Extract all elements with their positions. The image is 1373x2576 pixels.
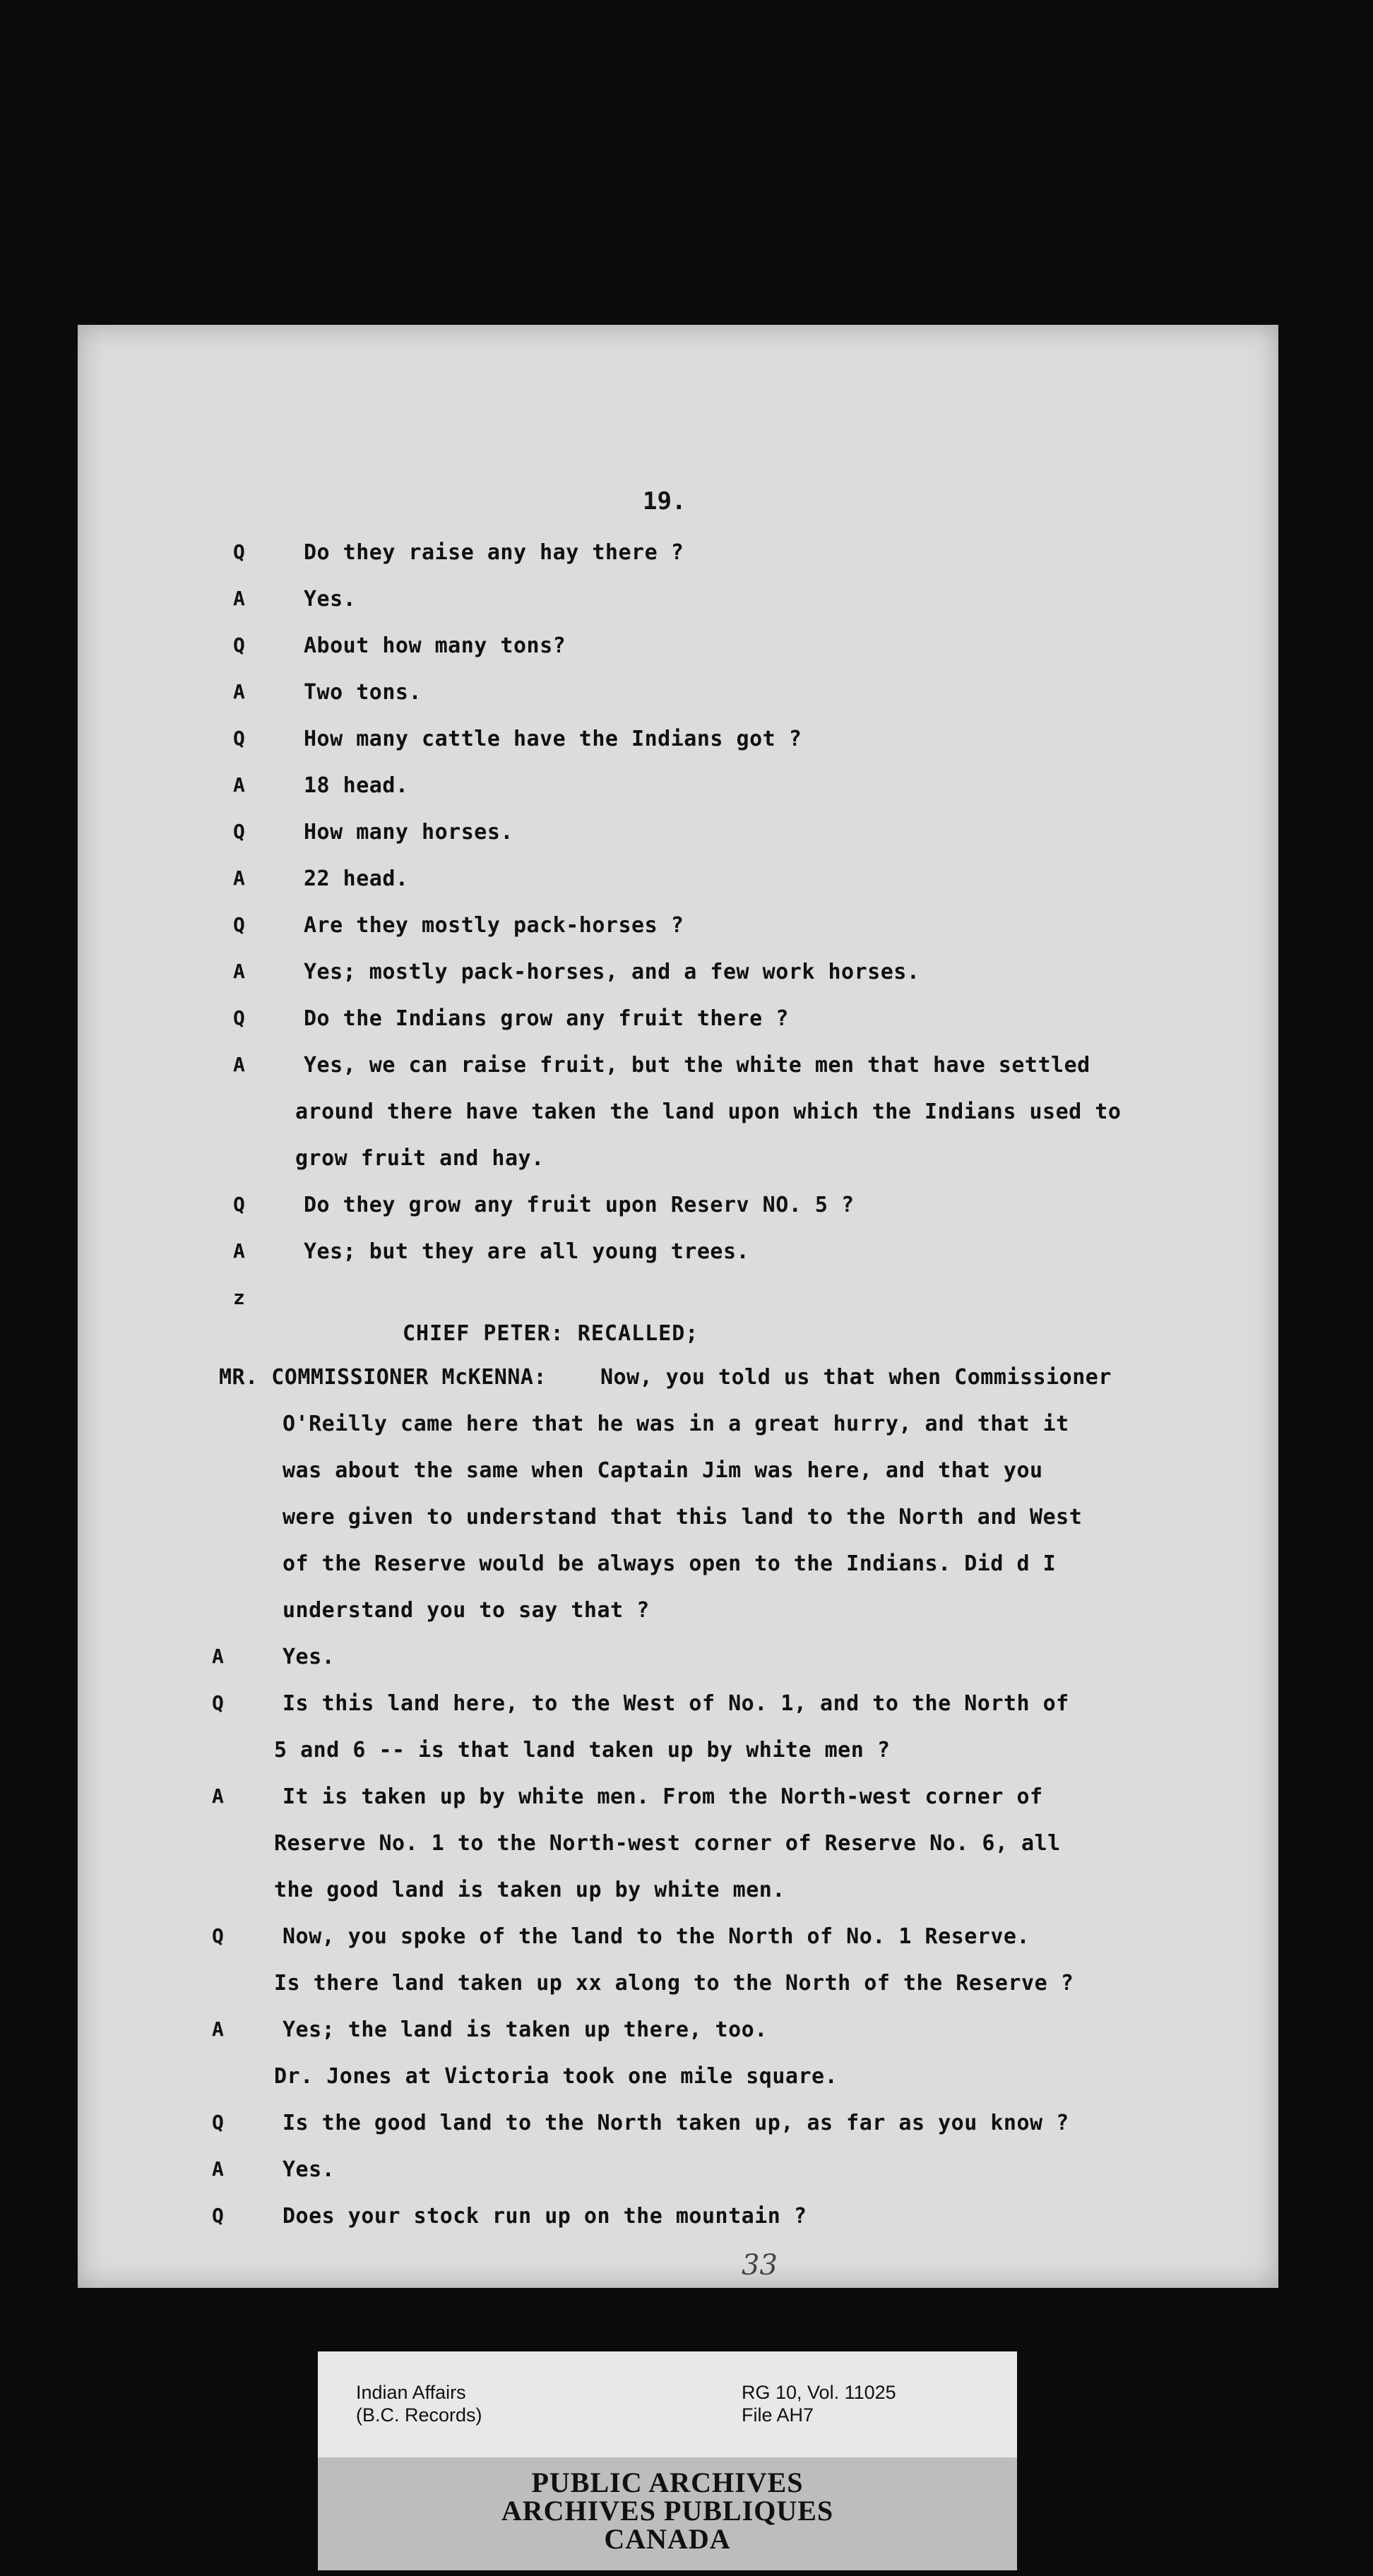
- speaker-label: Q: [233, 820, 245, 843]
- commissioner-line: was about the same when Captain Jim was here, and that you: [283, 1458, 1043, 1483]
- speaker-label: A: [212, 1784, 224, 1808]
- transcript-line: Two tons.: [304, 680, 422, 705]
- transcript-line: Yes.: [304, 587, 357, 612]
- speaker-label: A: [233, 1053, 245, 1076]
- transcript-line: 22 head.: [304, 866, 409, 891]
- public-archives-stamp: [318, 2457, 1017, 2570]
- speaker-label: Q: [233, 1006, 245, 1030]
- transcript-line: 18 head.: [304, 773, 409, 798]
- commissioner-line: of the Reserve would be always open to the Indians. Did d I: [283, 1551, 1057, 1576]
- archive-label-left-line1: Indian Affairs: [356, 2382, 466, 2403]
- archive-label-left-line2: (B.C. Records): [356, 2404, 482, 2426]
- speaker-label: Q: [233, 633, 245, 657]
- transcript-line: Yes.: [283, 1645, 335, 1669]
- speaker-label: Q: [233, 1193, 245, 1216]
- transcript-line: grow fruit and hay.: [295, 1146, 545, 1171]
- speaker-label: A: [212, 1645, 224, 1668]
- commissioner-line: O'Reilly came here that he was in a great hurry, and that it: [283, 1412, 1069, 1436]
- speaker-label: Q: [233, 727, 245, 750]
- transcript-line: the good land is taken up by white men.: [274, 1878, 785, 1902]
- speaker-label: A: [233, 587, 245, 610]
- handwritten-folio-number: 33: [742, 2249, 778, 2282]
- speaker-label: Q: [233, 913, 245, 936]
- transcript-line: Do they raise any hay there ?: [304, 540, 684, 565]
- speaker-label: Q: [212, 2204, 224, 2227]
- page-number: 19.: [643, 487, 686, 515]
- speaker-label: A: [233, 866, 245, 890]
- archive-label-right-line2: File AH7: [742, 2404, 814, 2426]
- transcript-line: around there have taken the land upon which the Indians used to: [295, 1099, 1122, 1124]
- section-heading: CHIEF PETER: RECALLED;: [403, 1321, 699, 1346]
- speaker-label: Q: [212, 1691, 224, 1715]
- transcript-line: Now, you spoke of the land to the North of No. 1 Reserve.: [283, 1924, 1030, 1949]
- transcript-line: About how many tons?: [304, 633, 566, 658]
- stamp-line3: CANADA: [604, 2523, 731, 2555]
- transcript-line: Are they mostly pack-horses ?: [304, 913, 684, 938]
- speaker-label: A: [212, 2157, 224, 2181]
- transcript-line: Yes; the land is taken up there, too.: [283, 2017, 768, 2042]
- transcript-line: 5 and 6 -- is that land taken up by white men ?: [274, 1738, 891, 1763]
- archive-label-right-line1: RG 10, Vol. 11025: [742, 2382, 896, 2403]
- transcript-line: How many cattle have the Indians got ?: [304, 727, 802, 751]
- speaker-label: Q: [233, 540, 245, 564]
- section-marker: z: [233, 1286, 245, 1309]
- transcript-line: Do the Indians grow any fruit there ?: [304, 1006, 789, 1031]
- transcript-line: It is taken up by white men. From the North-west corner of: [283, 1784, 1043, 1809]
- speaker-label: A: [233, 960, 245, 983]
- speaker-label: A: [233, 1239, 245, 1263]
- transcript-line: Is the good land to the North taken up, as far as you know ?: [283, 2111, 1069, 2135]
- commissioner-label: MR. COMMISSIONER McKENNA:: [219, 1365, 547, 1390]
- transcript-line: Reserve No. 1 to the North-west corner of Reserve No. 6, all: [274, 1831, 1061, 1856]
- speaker-label: A: [212, 2017, 224, 2041]
- speaker-label: Q: [212, 1924, 224, 1948]
- commissioner-line: understand you to say that ?: [283, 1598, 650, 1623]
- stamp-line1: PUBLIC ARCHIVES: [531, 2467, 804, 2498]
- transcript-line: Is there land taken up xx along to the North of the Reserve ?: [274, 1971, 1074, 1996]
- transcript-line: Is this land here, to the West of No. 1, and to the North of: [283, 1691, 1069, 1716]
- transcript-line: Yes; but they are all young trees.: [304, 1239, 750, 1264]
- transcript-line: Dr. Jones at Victoria took one mile square.: [274, 2064, 838, 2089]
- transcript-line: Yes.: [283, 2157, 335, 2182]
- commissioner-line: Now, you told us that when Commissioner: [600, 1365, 1112, 1390]
- transcript-line: Yes, we can raise fruit, but the white men that have settled: [304, 1053, 1090, 1078]
- speaker-label: Q: [212, 2111, 224, 2134]
- stamp-line2: ARCHIVES PUBLIQUES: [501, 2495, 834, 2527]
- transcript-line: Do they grow any fruit upon Reserv NO. 5 ?: [304, 1193, 855, 1217]
- transcript-line: Does your stock run up on the mountain ?: [283, 2204, 807, 2229]
- transcript-line: How many horses.: [304, 820, 513, 845]
- speaker-label: A: [233, 773, 245, 797]
- commissioner-line: were given to understand that this land to the North and West: [283, 1505, 1083, 1530]
- archive-label-card: [318, 2351, 1017, 2457]
- speaker-label: A: [233, 680, 245, 703]
- transcript-line: Yes; mostly pack-horses, and a few work horses.: [304, 960, 920, 984]
